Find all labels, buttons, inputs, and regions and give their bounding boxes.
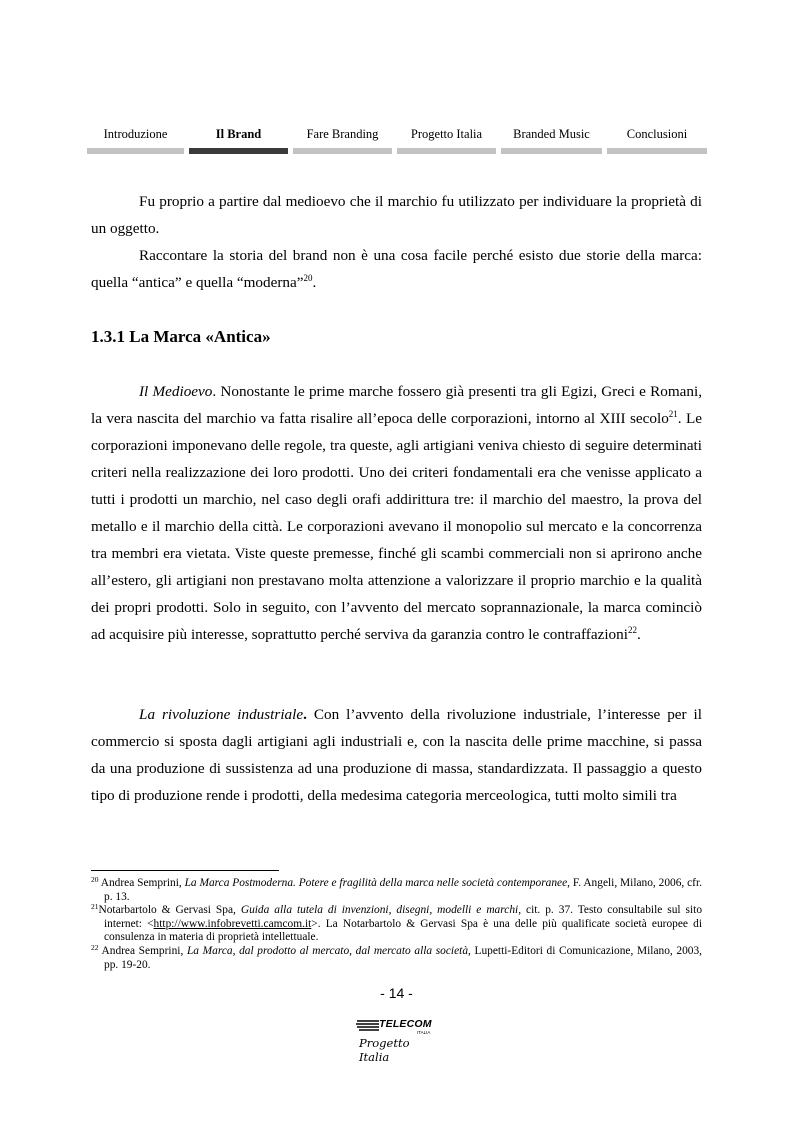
footnote-text: , Lupetti-Editori di Comunicazione, Milano, 2003, pp. 19-20. <box>104 944 703 971</box>
footnote-ref-20[interactable]: 20 <box>303 273 313 283</box>
tab-introduzione[interactable] <box>87 126 184 154</box>
logo-wordmark: TELECOM <box>379 1018 432 1030</box>
punctuation: . <box>636 626 641 643</box>
telecom-progetto-italia-logo <box>355 1016 439 1064</box>
tab-label: Progetto Italia <box>410 127 483 141</box>
footnote-separator <box>91 870 279 871</box>
tab-progetto-italia[interactable] <box>397 126 496 154</box>
footnote-number: 21 <box>91 902 99 912</box>
tab-underline <box>607 148 707 154</box>
footnote-title: La Marca Postmoderna. Potere e fragilità della marca nelle società contemporanee <box>184 877 568 889</box>
footnote-text: , F. Angeli, Milano, 2006, cfr. p. 13. <box>104 877 702 903</box>
footnote-title: Guida alla tutela di invenzioni, disegni, modelli e marchi <box>240 904 519 917</box>
logo-subtext: ITALIA <box>417 1030 431 1035</box>
intro-text <box>91 188 702 296</box>
tab-label: Conclusioni <box>626 127 688 141</box>
tab-fare-branding[interactable] <box>293 126 392 154</box>
paragraph-text: Raccontare la storia del brand non è una cosa facile perché esisto due storie della marca: quella “antica” e quella “moderna” <box>91 247 702 291</box>
footnote-text: , cit. p. 37. Testo consultabile sul sito internet: < <box>104 904 703 930</box>
paragraph-medioevo <box>91 378 702 648</box>
footnote-text: Andrea Semprini, <box>98 944 187 957</box>
lead-dot: . <box>303 706 307 723</box>
page-number: - 14 - <box>380 985 413 1001</box>
tab-underline <box>293 148 392 154</box>
punctuation: . <box>312 274 317 291</box>
section-heading-container <box>91 327 702 347</box>
tab-label: Branded Music <box>513 127 590 141</box>
medioevo-section <box>91 378 702 648</box>
footnote-ref-21[interactable]: 21 <box>668 409 678 419</box>
tab-branded-music[interactable] <box>501 126 602 154</box>
footnote-ref-22[interactable]: 22 <box>627 625 637 635</box>
footnote-20 <box>91 877 702 904</box>
section-title: 1.3.1 La Marca «Antica» <box>91 327 271 346</box>
tab-underline-active <box>189 148 288 154</box>
footnote-number: 22 <box>91 942 99 952</box>
paragraph-storia-brand <box>91 242 702 296</box>
lead-term: La rivoluzione industriale <box>139 706 304 723</box>
paragraph-medioevo-intro: Fu proprio a partire dal medioevo che il marchio fu utilizzato per individuare la proprietà di un oggetto. <box>91 193 702 237</box>
tab-underline <box>87 148 184 154</box>
lead-term: Il Medioevo <box>139 383 213 400</box>
rivoluzione-section <box>91 701 702 809</box>
paragraph-text: . Le corporazioni imponevano delle regole, tra queste, agli artigiani veniva chiesto di seguire determinati criteri nella realizzazione dei loro prodotti. Uno dei criteri fondamentali era che venisse applicato a tutti i prodotti un marchio, nel caso degli orafi addirittura tre: il marchio del maestro, la prova del metallo e il marchio della città. Le corporazioni avevano il monopolio sul mercato e la concorrenza tra membri era vietata. Viste queste premesse, finché gli scambi commerciali non si aprirono anche all’estero, gli artigiani non prestavano molta attenzione a valorizzare il proprio marchio e la qualità dei propri prodotti. Solo in seguito, con l’avvento del mercato soprannazionale, la marca cominciò ad acquisire più interesse, soprattutto perché serviva da garanzia contro le contraffazioni <box>91 410 702 643</box>
footnote-21 <box>91 904 702 945</box>
footnote-text: >. La Notarbartolo & Gervasi Spa è una delle più qualificate società europee di consulenza in materia di proprietà intellettuale. <box>104 917 702 944</box>
tab-label: Introduzione <box>103 127 168 141</box>
logo-script-text: Progetto Italia <box>359 1036 410 1064</box>
footnote-number: 20 <box>91 875 99 884</box>
footnote-22 <box>91 942 703 972</box>
paragraph-rivoluzione <box>91 701 702 809</box>
tab-underline <box>501 148 602 154</box>
tab-il-brand[interactable] <box>189 126 288 154</box>
footnote-text: Andrea Semprini, <box>98 877 185 889</box>
tab-label: Fare Branding <box>306 127 379 141</box>
footnotes <box>91 877 702 972</box>
paragraph-text: Con l’avvento della rivoluzione industriale, l’interesse per il commercio si sposta dagli artigiani agli industriali e, con la nascita delle prime macchine, si passa da una produzione di sussistenza ad una produzione di massa, standardizzata. Il passaggio a questo tipo di produzione rende i prodotti, della medesima categoria merceologica, tutti molto simili tra <box>91 706 702 804</box>
top-navigation <box>87 126 707 156</box>
tab-conclusioni[interactable] <box>607 126 707 154</box>
footnote-text: Notarbartolo & Gervasi Spa, <box>98 904 241 917</box>
tab-underline <box>397 148 496 154</box>
tab-label: Il Brand <box>215 127 262 141</box>
telecom-swoosh-icon <box>355 1018 381 1034</box>
footnote-link[interactable]: http://www.infobrevetti.camcom.it <box>153 917 312 930</box>
footnote-title: La Marca, dal prodotto al mercato, dal mercato alla società <box>186 944 469 957</box>
paragraph-text: . Nonostante le prime marche fossero già presenti tra gli Egizi, Greci e Romani, la vera nascita del marchio va fatta risalire all’epoca delle corporazioni, intorno al XIII secolo <box>91 383 702 427</box>
